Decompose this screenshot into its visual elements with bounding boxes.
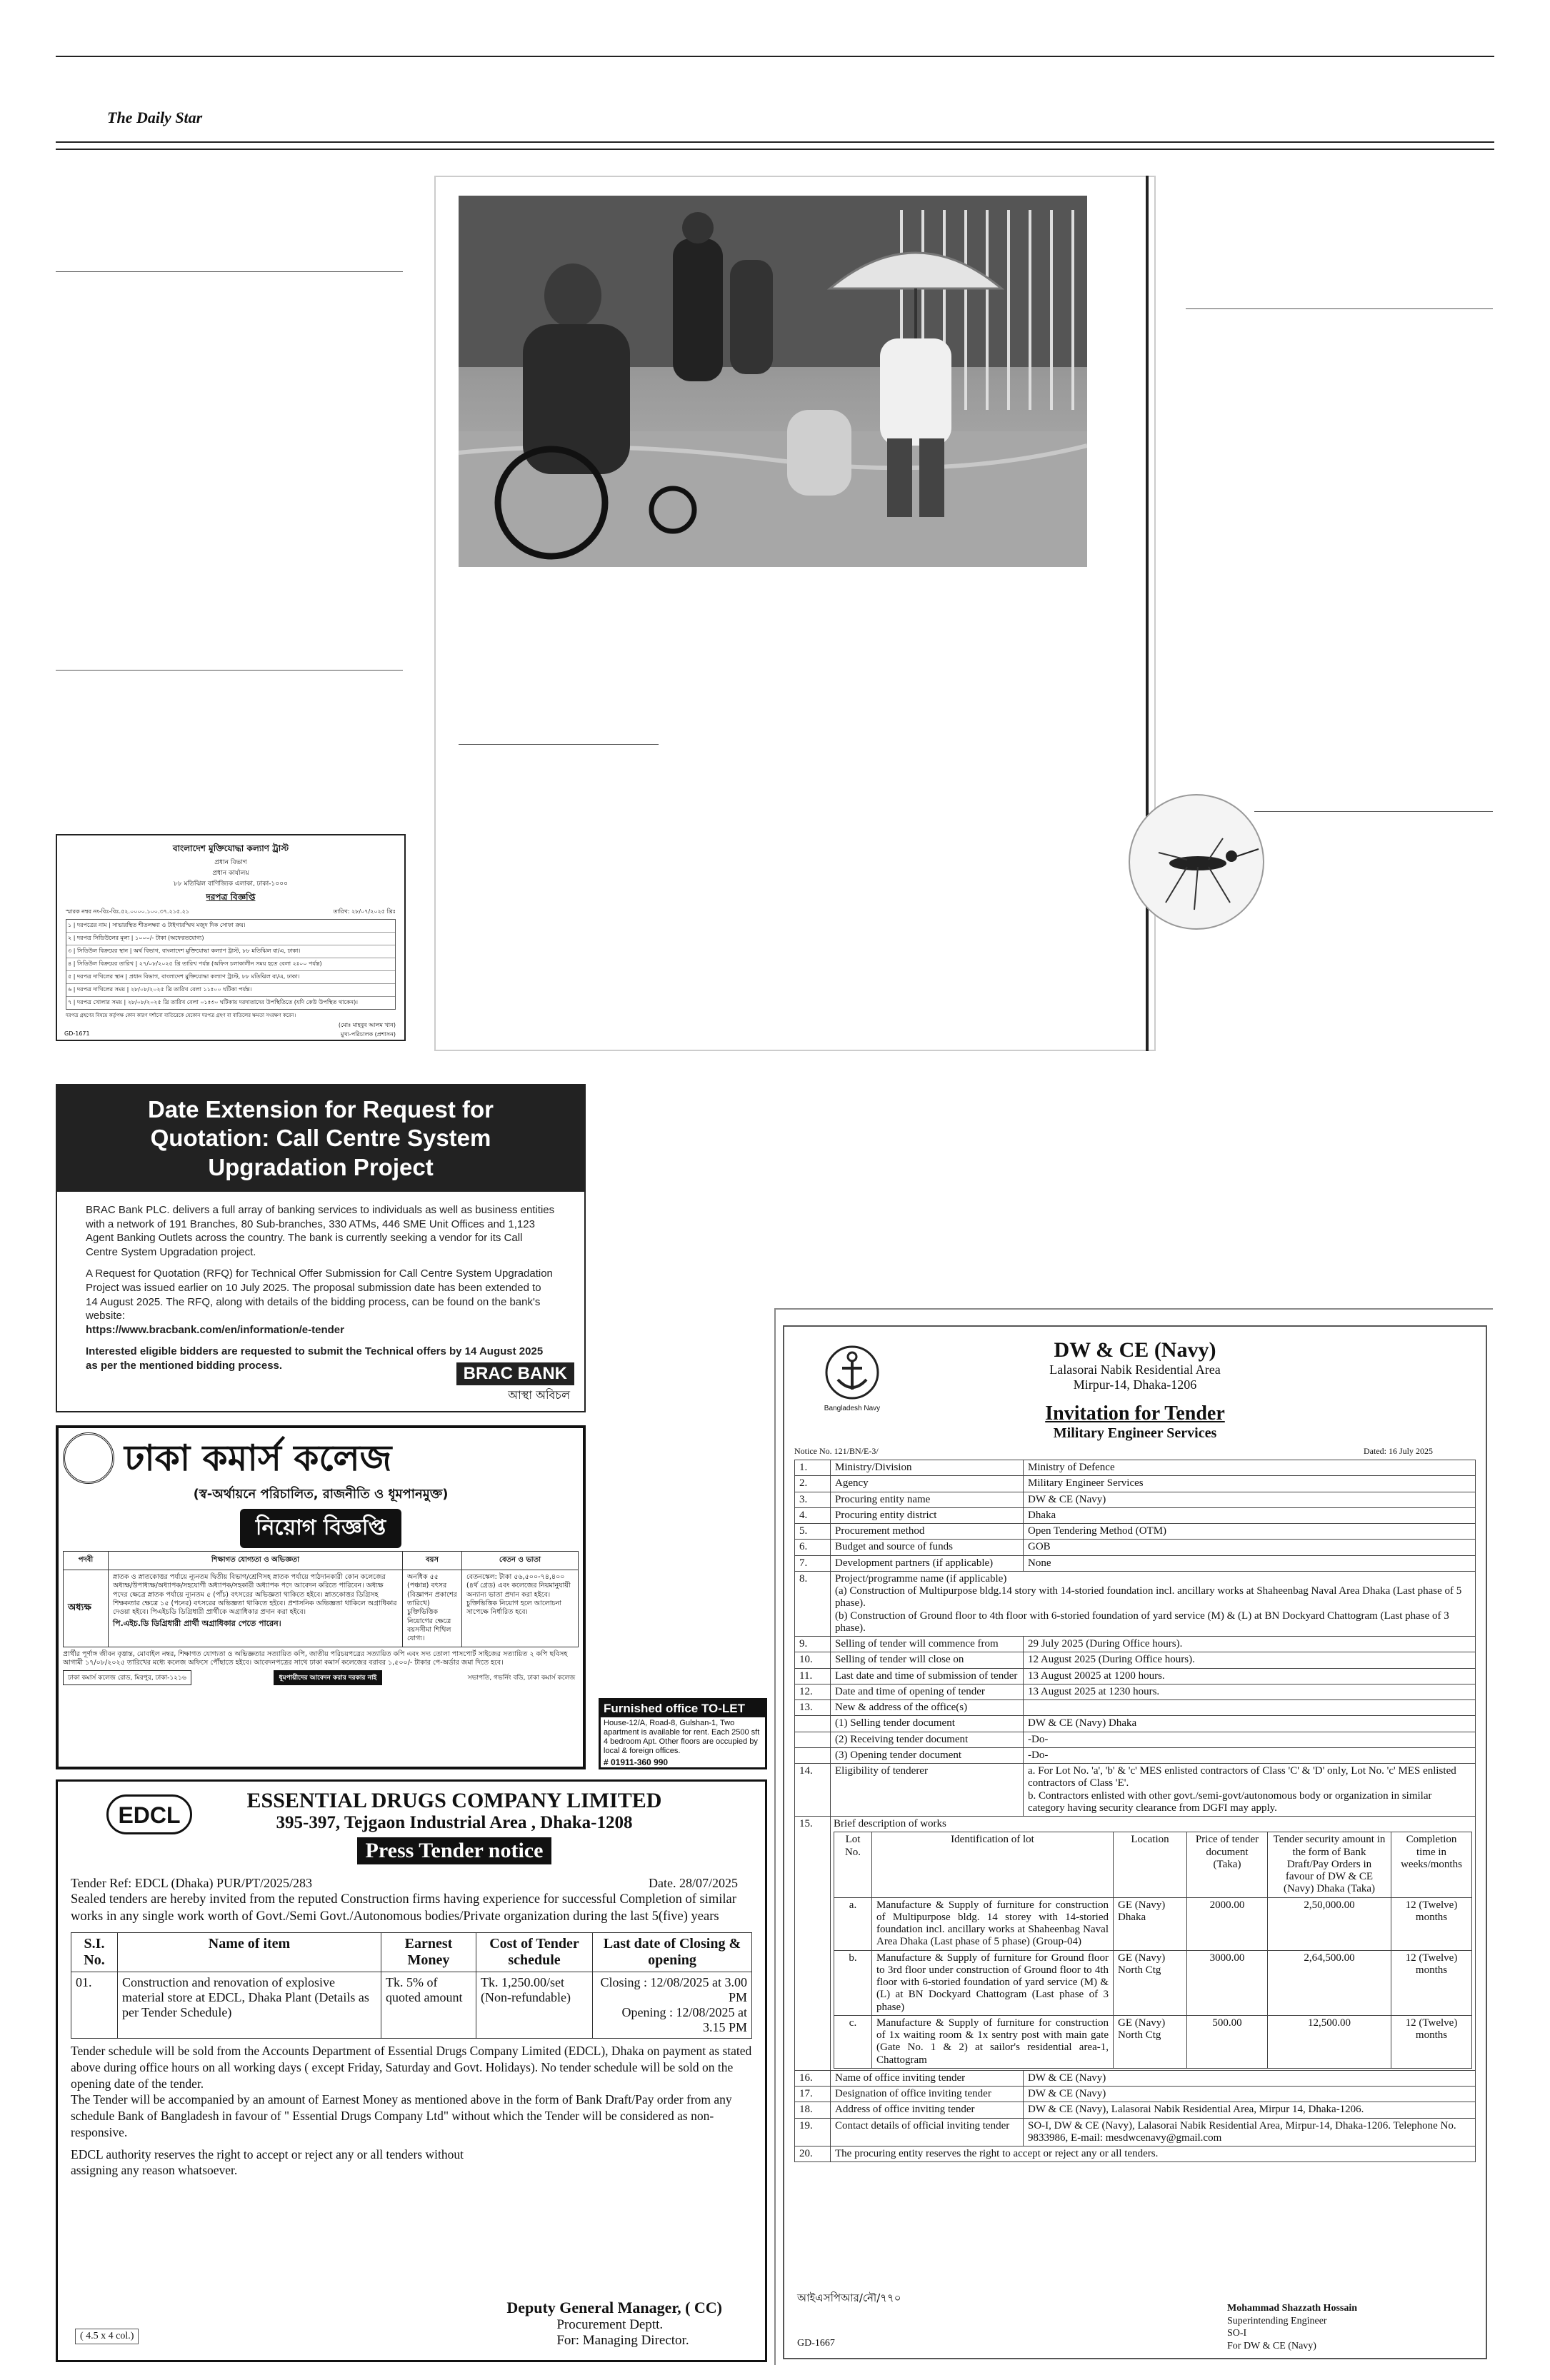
- table-row: ৩ | সিডিউল বিক্রয়ের স্থান | অর্থ বিভাগ, বাংলাদেশ মুক্তিযোদ্ধা কল্যাণ ট্রাস্ট, ৮৮ মতিঝিল বা/এ, ঢাকা।: [66, 945, 395, 958]
- col-header: বয়স: [403, 1552, 462, 1570]
- age-limit: অনধিক ৫৫ (পঞ্চান্ন) বৎসর (বিজ্ঞাপন প্রকাশের তারিখে) চুক্তিভিত্তিক নিয়োগের ক্ষেত্রে বয়সসীমা শিথিল যোগ্য।: [403, 1570, 462, 1647]
- col-header: Completion time in weeks/months: [1391, 1832, 1472, 1897]
- table-row: 11. Last date and time of submission of tender 13 August 20025 at 1200 hours.: [795, 1668, 1476, 1684]
- preference-note: পি.এইচ.ডি ডিগ্রিধারী প্রার্থী অগ্রাধিকার পেতে পারেন।: [113, 1618, 281, 1628]
- table-row: 12. Date and time of opening of tender 13 August 2025 at 1230 hours.: [795, 1684, 1476, 1699]
- table-row: ৪ | সিডিউল বিক্রয়ের তারিখ | ২৭/০৮/২০২৫ খ্রি তারিখ পর্যন্ত (অফিস চলাকালীন সময় হতে বেলা ২ঃ০০ পর্যন্ত): [66, 958, 395, 971]
- table-row: 6. Budget and source of funds GOB: [795, 1540, 1476, 1555]
- post-name: অধ্যক্ষ: [64, 1570, 109, 1647]
- ispr-code: আইএসপিআর/নৌ/৭৭০: [797, 2291, 901, 2304]
- navy-address: Lalasorai Nabik Residential Area: [1049, 1362, 1221, 1377]
- masthead-rule-2: [56, 149, 1494, 150]
- notice-number: Notice No. 121/BN/E-3/: [794, 1446, 879, 1456]
- rain-photo: [459, 196, 1087, 567]
- table-row: 14. Eligibility of tenderer a. For Lot No. 'a', 'b' & 'c' MES enlisted contractors of Class 'C' & 'D' only, Lot No. 'c' MES enlisted contractors of Class 'E'. b. Contractors enlisted with other govt./semi-govt/autonomous body or organization in similar category having security clearance from DGFI may apply.: [795, 1764, 1476, 1817]
- table-row: 13. New & address of the office(s): [795, 1700, 1476, 1716]
- navy-gd: GD-1667: [797, 2338, 835, 2349]
- smoking-warning: ধূমপায়ীদের আবেদন করার দরকার নাই: [274, 1670, 383, 1685]
- table-row: 3. Procuring entity name DW & CE (Navy): [795, 1492, 1476, 1507]
- table-row: c. Manufacture & Supply of furniture for construction of 1x waiting room & 1x sentry post with main gate (Gate No. 1 & 2) at sailor's residential area-1, Chattogram GE (Navy) North Ctg 500.00 12,500.00 12 (Twelve) months: [834, 2015, 1472, 2068]
- table-row: (2) Receiving tender document -Do-: [795, 1732, 1476, 1747]
- ad-paragraph: BRAC Bank PLC. delivers a full array of banking services to individuals as well as business entities with a network of 191 Branches, 80 Sub-branches, 330 ATMs, 446 SME Unit Offices and 1,123 Agent Banking Outlets across the country. The bank is currently seeking a vendor for its Call Centre System Upgradation project.: [86, 1203, 555, 1259]
- edcl-logo-text: EDCL: [118, 1802, 181, 1828]
- table-row: 18. Address of office inviting tender DW & CE (Navy), Lalasorai Nabik Residential Area, Mirpur 14, Dhaka-1206.: [795, 2102, 1476, 2118]
- bangla-tender-notice: [56, 834, 406, 1041]
- table-row: 5. Procurement method Open Tendering Method (OTM): [795, 1524, 1476, 1540]
- column-divider: [56, 271, 403, 272]
- tender-link[interactable]: https://www.bracbank.com/en/information/e-tender: [86, 1324, 344, 1337]
- dcc-recruitment-ad: [56, 1425, 586, 1769]
- navy-signer-title: For DW & CE (Navy): [1227, 2340, 1316, 2351]
- logo-text: BRAC BANK: [463, 1364, 567, 1383]
- table-row: 8. Project/programme name (if applicable) (a) Construction of Multipurpose bldg.14 story with 14-storied foundation incl. ancillary works at Shaheenbag Naval Area Dhaka (Last phase of 5 phase). (b) Construction of Ground floor to 4th floor with 6-storied foundation of yard service (M) & (L) at BN Dockyard Chattogram (Last phase of 3 phase).: [795, 1571, 1476, 1636]
- terms: The Tender will be accompanied by an amount of Earnest Money as mentioned above in the form of Bank Draft/Pay order from any schedule Bank of Bangladesh in favour of " Essential Drugs Company Ltd" without which the Tender will be considered as non-responsive.: [71, 2092, 732, 2139]
- tolet-body: House-12/A, Road-8, Gulshan-1, Two apartment is available for rent. Each 2500 sft 4 bedroom Apt. Other floors are occupied by local & foreign offices.: [604, 1719, 760, 1755]
- edcl-tender-ad: [56, 1779, 767, 2362]
- dcc-signer: সভাপতি, গভর্নিং বডি, ঢাকা কমার্স কলেজ: [467, 1674, 576, 1682]
- tender-table: [71, 1932, 752, 2039]
- ad-paragraph: A Request for Quotation (RFQ) for Technical Offer Submission for Call Centre System Upgradation Project was issued earlier on 10 July 2025. The proposal submission date has been extended to 14 August 2025. The RFQ, along with details of the bidding process, can be found on the bank's website:: [86, 1267, 553, 1322]
- press-tender-banner: Press Tender notice: [357, 1837, 552, 1864]
- earnest-cell: Tk. 5% of quoted amount: [381, 1972, 476, 2039]
- column-divider: [56, 670, 403, 671]
- office-name: প্রধান কার্যালয়: [212, 870, 249, 877]
- college-address: ঢাকা কমার্স কলেজ রোড, মিরপুর, ঢাকা-১২১৬: [63, 1670, 191, 1685]
- masthead-rule-1: [56, 141, 1494, 143]
- navy-tender-ad: [783, 1325, 1487, 2359]
- table-row: 16. Name of office inviting tender DW & CE (Navy): [795, 2070, 1476, 2086]
- org-name: বাংলাদেশ মুক্তিযোদ্ধা কল্যাণ ট্রাস্ট: [172, 843, 289, 853]
- col-header: পদবী: [64, 1552, 109, 1570]
- invitation-heading: Invitation for Tender: [1045, 1402, 1225, 1425]
- col-header: Price of tender document (Taka): [1187, 1832, 1268, 1897]
- table-row: (3) Opening tender document -Do-: [795, 1747, 1476, 1763]
- qualification: স্নাতক ও স্নাতকোত্তর পর্যায়ে ন্যূনতম দ্বিতীয় বিভাগ/শ্রেণিসহ স্নাতক পর্যায়ে পাঠদানকারী কোন কলেজের অধ্যক্ষ/উপাধ্যক্ষ/অধ্যাপক/সহযোগী অধ্যাপক/সহকারী অধ্যাপক পদে আবেদন করিতে পারিবেন। অধ্যক্ষ পদের ক্ষেত্রে স্নাতক পর্যায়ে ন্যূনতম ৫ (পাঁচ) বৎসরের অভিজ্ঞতা থাকিতে হইবে। স্নাতকোত্তর ডিগ্রিসহ শিক্ষকতার ক্ষেত্রে ১৫ (পনের) বৎসরের অভিজ্ঞতা থাকিতে হইবে। প্রশাসনিক অভিজ্ঞতা থাকিলে অগ্রাধিকার দেওয়া হইবে। পিএইচডি ডিগ্রিধারী প্রার্থীকে অগ্রাধিকার প্রদান করা হইবে।: [113, 1573, 397, 1617]
- column-divider: [1254, 811, 1493, 812]
- table-row: [71, 1972, 752, 2039]
- table-row: b. Manufacture & Supply of furniture for Ground floor to 3rd floor under construction of Ground floor to 4th floor with 6-storied foundation of yard service (M) & (L) at BN Dockyard Chattogram (Last phase of 3 phase) GE (Navy) North Ctg 3000.00 2,64,500.00 12 (Twelve) months: [834, 1950, 1472, 2015]
- mosquito-image: [1129, 794, 1264, 930]
- footnote: দরপত্র গ্রহণের বিষয়ে কর্তৃপক্ষ কোন কারণ দর্শানো ব্যতিরেকে যেকোন দরপত্র গ্রহণ বা বাতিলের ক্ষমতা সংরক্ষণ করেন।: [66, 1013, 296, 1018]
- signer-title: মুখ্য-পরিচালক (প্রশাসন): [340, 1031, 396, 1038]
- tender-ref: Tender Ref: EDCL (Dhaka) PUR/PT/2025/283: [71, 1876, 313, 1890]
- row-label: Project/programme name (if applicable): [835, 1572, 1007, 1585]
- college-seal-icon: [63, 1432, 114, 1484]
- gd-number: GD-1671: [64, 1030, 90, 1037]
- column-divider: [459, 744, 659, 745]
- ad-paragraph: Interested eligible bidders are requested to submit the Technical offers by 14 August 2025 as per the mentioned bidding process.: [86, 1345, 544, 1372]
- ad-title: Date Extension for Request for Quotation: Call Centre System Upgradation Project: [57, 1085, 584, 1192]
- brac-logo: [456, 1362, 574, 1385]
- table-row: ৬ | দরপত্র দাখিলের সময় | ২৮/০৮/২০২৫ খ্রি তারিখ বেলা ১১ঃ০০ ঘটিকা পর্যন্ত।: [66, 984, 395, 997]
- col-header: Name of item: [118, 1933, 381, 1972]
- eligibility-b: b. Contractors enlisted with other govt./semi-govt/autonomous body or organization in similar category having security clearance from DGFI may apply.: [1028, 1789, 1432, 1814]
- edcl-signer: Deputy General Manager, ( CC): [506, 2299, 722, 2316]
- edcl-logo: [106, 1794, 192, 1834]
- top-rule: [56, 56, 1494, 57]
- navy-title: DW & CE (Navy): [1054, 1338, 1216, 1362]
- table-row: 10. Selling of tender will close on 12 August 2025 (During Office hours).: [795, 1652, 1476, 1668]
- col-header: Earnest Money: [381, 1933, 476, 1972]
- tolet-phone: # 01911-360 990: [604, 1757, 669, 1767]
- table-row: a. Manufacture & Supply of furniture for construction of Multipurpose bldg. 14 storey with 14-storied foundation incl. ancillary works at Shaheenbag Naval Area Dhaka (Last phase of 5 phase) (Group-04) GE (Navy) Dhaka 2000.00 2,50,000.00 12 (Twelve) months: [834, 1897, 1472, 1950]
- ad-size: ( 4.5 x 4 col.): [75, 2329, 139, 2344]
- brac-tagline: আস্থা অবিচল: [508, 1388, 570, 1402]
- sl-cell: 01.: [71, 1972, 118, 2039]
- col-header: S.I. No.: [71, 1933, 118, 1972]
- tender-date: Date. 28/07/2025: [649, 1876, 738, 1890]
- salary: বেতনস্কেল: টাকা ৫৬,৫০০-৭৪,৪০০ (৪র্থ গ্রেড) এবং কলেজের নিয়মানুযায়ী অন্যান্য ভাতা প্রদান করা হইবে। চুক্তিভিত্তিক নিয়োগ হলে আলোচনা সাপেক্ষে নির্ধারিত হবে।: [462, 1570, 579, 1647]
- memo-number: স্মারক নম্বর নং-বিঃ-বিঃ.৫২.০০০০.১০০.৩৭.২১৫.২১: [66, 908, 189, 915]
- college-subtitle: (স্ব-অর্থায়নে পরিচালিত, রাজনীতি ও ধূমপানমুক্ত): [193, 1487, 449, 1502]
- col-header: Cost of Tender schedule: [476, 1933, 593, 1972]
- table-row: 9. Selling of tender will commence from 29 July 2025 (During Office hours).: [795, 1637, 1476, 1652]
- table-row: ৭ | দরপত্র খোলার সময় | ২৮/০৮/২০২৫ খ্রি তারিখ বেলা ০১ঃ৩০ ঘটিকায় দরদাতাদের উপস্থিতিতে (যদি কেউ উপস্থিত থাকেন)।: [68, 999, 359, 1005]
- opening-date: Opening : 12/08/2025 at 3.15 PM: [621, 2005, 747, 2035]
- table-row: 1. Ministry/Division Ministry of Defence: [795, 1460, 1476, 1476]
- navy-signer-title: SO-I: [1227, 2328, 1247, 2339]
- table-row: 20. The procuring entity reserves the right to accept or reject any or all tenders.: [795, 2146, 1476, 2162]
- table-row: 15. Brief description of works Lot No. Identification of lot Location Price of tender document (Taka) Tender security amount in the form of Bank Draft/Pay Orders in favour of DW & CE (Navy) Dhaka (Taka) Completion time in weeks/months a. Manufacture & Supply of furniture for construction of Multipurpose bldg. 14 storey with 14-storied foundation incl. ancillary works at Shaheenbag Naval Area Dhaka (Last phase of 5 phase) (Group-04) GE (Navy) Dhaka 2000.00 2,50,000.00 12 (Twelve) months b. Manufacture & Supply of furniture for Ground floor to 3rd floor under construction of Ground floor to 4th floor with 6-storied foundation of yard service (M) & (L) at BN Dockyard Chattogram (Last phase of 3 phase) GE (Navy) North Ctg 3000.00 2,64,500.00 12 (Twelve) months c. Manufacture & Supply of furniture for construction of 1x waiting room & 1x sentry post with main gate (Gate No. 1 & 2) at sailor's residential area-1, Chattogram GE (Navy) North Ctg 500.00 12,500.00 12 (Twelve) months: [795, 1817, 1476, 2071]
- col-header: বেতন ও ভাতা: [462, 1552, 579, 1570]
- table-row: 19. Contact details of official inviting tender SO-I, DW & CE (Navy), Lalasorai Nabik Residential Area, Mirpur-14, Dhaka-1206. Telephone No. 9833986, E-mail: mesdwcenavy@gmail.com: [795, 2118, 1476, 2146]
- eligibility-a: a. For Lot No. 'a', 'b' & 'c' MES enlisted contractors of Class 'C' & 'D' only, Lot No. 'c' MES enlisted contractors of Class 'E'.: [1028, 1765, 1456, 1789]
- table-row: 2. Agency Military Engineer Services: [795, 1476, 1476, 1492]
- office-address: ৮৮ মতিঝিল বাণিজ্যিক এলাকা, ঢাকা-১০০০: [174, 880, 288, 888]
- table-row: ১ | দরপত্রের নাম | সাভারস্থিত শীতলক্ষ্যা ও টাইগারস্মিথ মজুদ দিক সোফা ক্রয়।: [66, 920, 395, 933]
- signer: (মোঃ মাহবুব আলম খান): [338, 1022, 396, 1028]
- table-row: ৫ | দরপত্র দাখিলের স্থান | প্রধান বিভাগ, বাংলাদেশ মুক্তিযোদ্ধা কল্যাণ ট্রাস্ট, ৮৮ মতিঝিল বা/এ, ঢাকা।: [66, 971, 395, 984]
- col-header: Lot No.: [834, 1832, 872, 1897]
- table-row: 17. Designation of office inviting tender DW & CE (Navy): [795, 2087, 1476, 2102]
- recruitment-banner: নিয়োগ বিজ্ঞপ্তি: [240, 1509, 401, 1548]
- terms: Tender schedule will be sold from the Accounts Department of Essential Drugs Company Limited (EDCL), Dhaka on payment as stated above during office hours on all working days ( except Friday, Saturday and Govt. Holidays). No tender schedule will be sold on the opening date of the tender.: [71, 2044, 752, 2091]
- table-row: (1) Selling tender document DW & CE (Navy) Dhaka: [795, 1716, 1476, 1732]
- col-header: Last date of Closing & opening: [593, 1933, 752, 1972]
- navy-signer: Mohammad Shazzath Hossain: [1227, 2303, 1358, 2314]
- college-name: ঢাকা কমার্স কলেজ: [124, 1437, 392, 1479]
- project-b: (b) Construction of Ground floor to 4th floor with 6-storied foundation of yard service (M) & (L) at BN Dockyard Chattogram (Last phase of 3 phase).: [835, 1610, 1449, 1634]
- col-header: শিক্ষাগত যোগ্যতা ও অভিজ্ঞতা: [109, 1552, 403, 1570]
- dept-name: প্রধান বিভাগ: [214, 859, 247, 866]
- memo-date: তারিখ: ২৮/০৭/২০২৫ খ্রিঃ: [333, 908, 396, 915]
- logo-caption: Bangladesh Navy: [824, 1405, 881, 1412]
- row-label: Eligibility of tenderer: [831, 1764, 1024, 1817]
- instructions: প্রার্থীর পূর্ণাঙ্গ জীবন বৃত্তান্ত, মোবাইল নম্বর, শিক্ষাগত যোগ্যতা ও অভিজ্ঞতার সত্যায়িত কপি, জাতীয় পরিচয়পত্রের সত্যায়িত কপি এবং সদ্য তোলা পাসপোর্ট সাইজের সত্যায়িত ২ কপি ছবিসহ আগামী ১৭/০৮/২০২৫ তারিখের মধ্যে কলেজ অফিসে পৌঁছাতে হইবে। আবেদনপত্রের সাথে ঢাকা কমার্স কলেজের বরাবর ১,৫০০/- টাকার পে-অর্ডার জমা দিতে হবে।: [63, 1650, 568, 1667]
- col-header: Identification of lot: [872, 1832, 1114, 1897]
- table-row: 4. Procuring entity district Dhaka: [795, 1507, 1476, 1523]
- company-address: 395-397, Tejgaon Industrial Area , Dhaka-1208: [276, 1813, 633, 1832]
- edcl-dept: Procurement Deptt.: [556, 2317, 664, 2332]
- table-row: ২ | দরপত্র সিডিউলের মূল্য | ১০০০/- টাকা (অফেরতযোগ্য): [66, 933, 395, 945]
- col-header: Tender security amount in the form of Bank Draft/Pay Orders in favour of DW & CE (Navy) Dhaka (Taka): [1268, 1832, 1391, 1897]
- navy-logo: [820, 1344, 884, 1412]
- tender-intro: Sealed tenders are hereby invited from the reputed Construction firms having experience for successful Completion of similar works in any single work worth of Govt./Semi Govt./Autonomous bodies/Private organization during the last 5(five) years: [71, 1892, 736, 1924]
- tolet-title: Furnished office TO-LET: [601, 1700, 765, 1717]
- terms: EDCL authority reserves the right to accept or reject any or all tenders without assigning any reason whatsoever.: [71, 2146, 464, 2178]
- anchor-icon: [824, 1344, 881, 1401]
- row-label: Brief description of works: [834, 1818, 946, 1829]
- column-rule: [1146, 176, 1149, 1051]
- navy-table: [794, 1460, 1476, 2162]
- project-a: (a) Construction of Multipurpose bldg.14 story with 14-storied foundation incl. ancillary works at Shaheenbag Naval Area Dhaka (Last phase of 5 phase).: [835, 1585, 1462, 1610]
- navy-signer-title: Superintending Engineer: [1227, 2315, 1327, 2326]
- table-row: 7. Development partners (if applicable) None: [795, 1555, 1476, 1571]
- invitation-sub: Military Engineer Services: [1053, 1425, 1217, 1441]
- col-header: Location: [1114, 1832, 1187, 1897]
- closing-date: Closing : 12/08/2025 at 3.00 PM: [600, 1975, 747, 2005]
- works-table: [834, 1832, 1472, 2069]
- notice-date: Dated: 16 July 2025: [1364, 1446, 1433, 1456]
- recruitment-table: [63, 1551, 579, 1647]
- cost-cell: Tk. 1,250.00/set (Non-refundable): [476, 1972, 593, 2039]
- company-name: ESSENTIAL DRUGS COMPANY LIMITED: [246, 1789, 662, 1812]
- navy-address: Mirpur-14, Dhaka-1206: [1073, 1377, 1197, 1392]
- notice-title: দরপত্র বিজ্ঞপ্তি: [206, 892, 256, 902]
- brac-bank-ad: [56, 1084, 586, 1412]
- edcl-for: For: Managing Director.: [556, 2333, 689, 2348]
- masthead: The Daily Star: [107, 109, 203, 126]
- tolet-ad: [599, 1698, 767, 1769]
- item-cell: Construction and renovation of explosive material store at EDCL, Dhaka Plant (Details as per Tender Schedule): [118, 1972, 381, 2039]
- column-divider: [1186, 308, 1493, 309]
